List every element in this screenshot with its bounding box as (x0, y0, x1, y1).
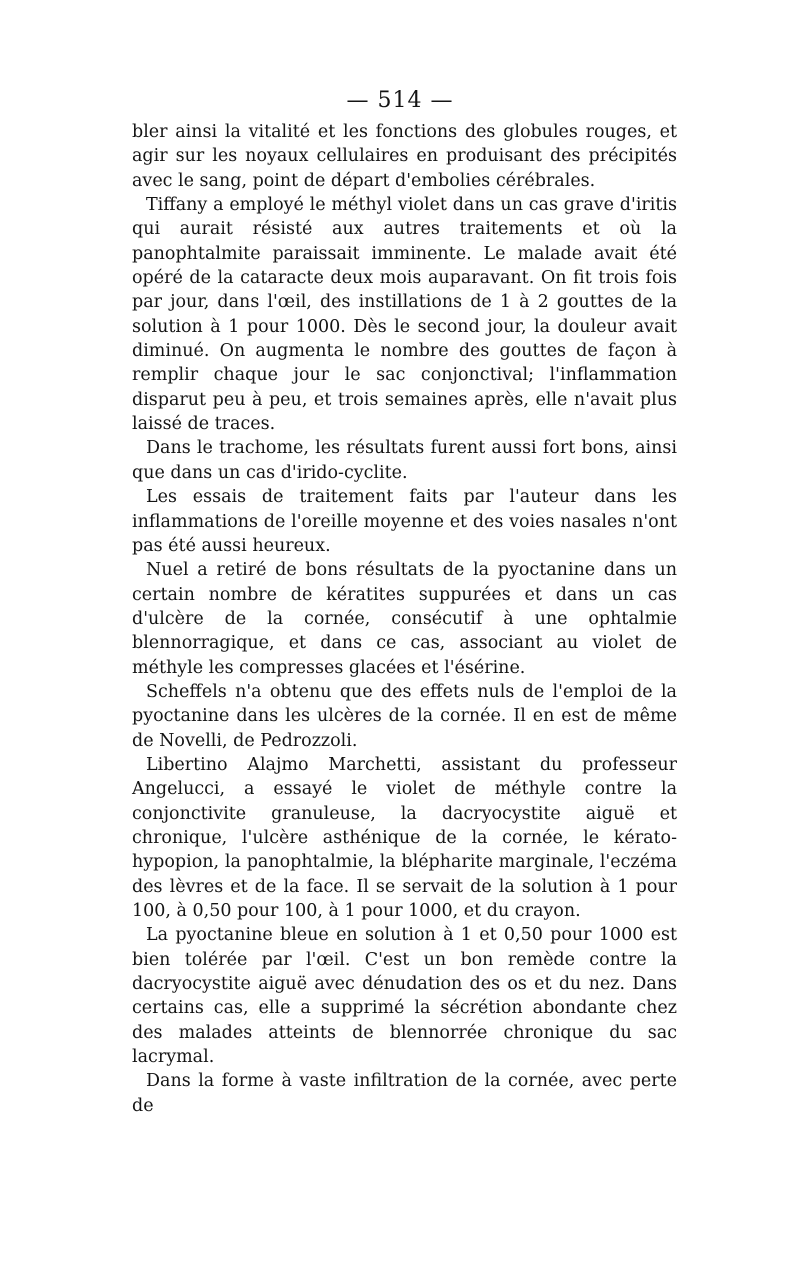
paragraph-continuation: bler ainsi la vitalité et les fonctions des globules rouges, et agir sur les noyaux cellulaires en produisant des précipités avec le sang, point de départ d'embolies cérébrales. (132, 122, 677, 191)
paragraph-forme-vaste: Dans la forme à vaste infiltration de la cornée, avec perte de (132, 1071, 677, 1116)
paragraph-tiffany: Tiffany a employé le méthyl violet dans un cas grave d'iritis qui aurait résisté aux autres traitements et où la panophtalmite paraissait imminente. Le malade avait été opéré de la cataracte deux mois auparavant. On fit trois fois par jour, dans l'œil, des instillations de 1 à 2 gouttes de la solution à 1 pour 1000. Dès le second jour, la douleur avait diminué. On augmenta le nombre des gouttes de façon à remplir chaque jour le sac conjonctival; l'inflammation disparut peu à peu, et trois semaines après, elle n'avait plus laissé de traces. (132, 195, 677, 435)
body-text (132, 120, 677, 1118)
page-number: — 514 — (346, 88, 454, 113)
paragraph-essais: Les essais de traitement faits par l'auteur dans les inflammations de l'oreille moyenne et des voies nasales n'ont pas été aussi heureux. (132, 487, 677, 556)
paragraph-scheffels: Scheffels n'a obtenu que des effets nuls de l'emploi de la pyoctanine dans les ulcères de la cornée. Il en est de même de Novelli, de Pedrozzoli. (132, 681, 677, 751)
paragraph-nuel: Nuel a retiré de bons résultats de la pyoctanine dans un certain nombre de kératites suppurées et dans un cas d'ulcère de la cornée, consécutif à une ophtalmie blennorragique, et dans ce cas, associant au violet de méthyle les compresses glacées et l'ésérine. (132, 560, 677, 678)
paragraph-pyoctanine-bleue: La pyoctanine bleue en solution à 1 et 0,50 pour 1000 est bien tolérée par l'œil. C'est un bon remède contre la dacryocystite aiguë avec dénudation des os et du nez. Dans certains cas, elle a supprimé la sécrétion abondante chez des malades atteints de blennorrée chronique du sac lacrymal. (132, 925, 677, 1068)
paragraph-marchetti: Libertino Alajmo Marchetti, assistant du professeur Angelucci, a essayé le violet de méthyle contre la conjonctivite granuleuse, la dacryocystite aiguë et chronique, l'ulcère asthénique de la cornée, le kérato-hypopion, la panophtalmie, la blépharite marginale, l'eczéma des lèvres et de la face. Il se servait de la solution à 1 pour 100, à 0,50 pour 100, à 1 pour 1000, et du crayon. (132, 754, 677, 921)
paragraph-trachome: Dans le trachome, les résultats furent aussi fort bons, ainsi que dans un cas d'irido-cyclite. (132, 438, 677, 483)
